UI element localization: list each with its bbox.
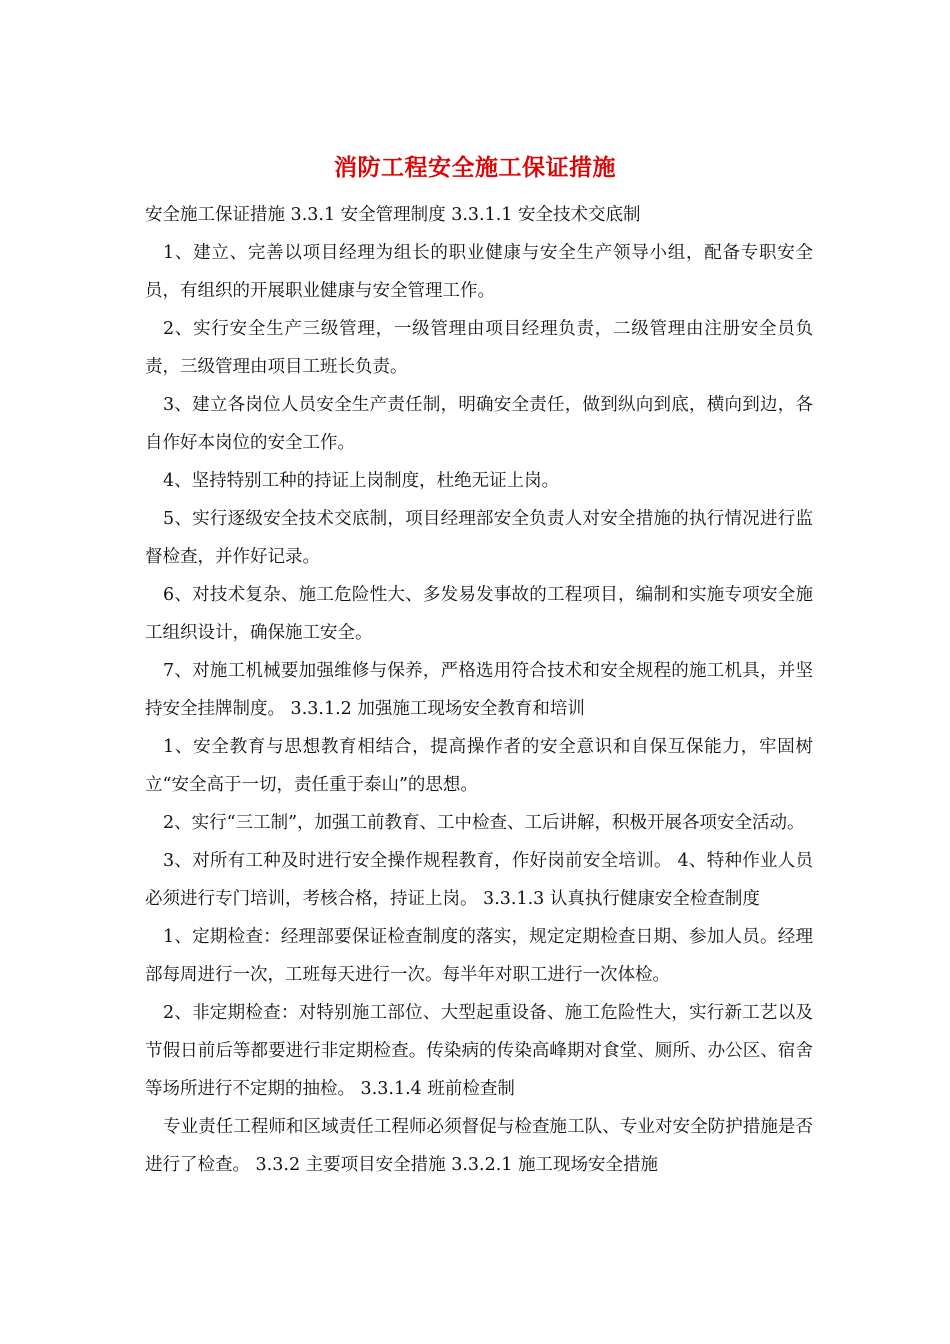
paragraph: 安全施工保证措施 3.3.1 安全管理制度 3.3.1.1 安全技术交底制 xyxy=(145,205,641,225)
paragraph: 1、定期检查：经理部要保证检查制度的落实，规定定期检查日期、参加人员。经理部每周进行一次，工班每天进行一次。每半年对职工进行一次体检。 xyxy=(145,927,813,985)
paragraph: 2、非定期检查：对特别施工部位、大型起重设备、施工危险性大，实行新工艺以及节假日前后等都要进行非定期检查。传染病的传染高峰期对食堂、厕所、办公区、宿舍等场所进行不定期的抽检。 3.3.1.4 班前检查制 xyxy=(145,1003,813,1099)
paragraph: 6、对技术复杂、施工危险性大、多发易发事故的工程项目，编制和实施专项安全施工组织设计，确保施工安全。 xyxy=(145,585,813,643)
paragraph: 7、对施工机械要加强维修与保养，严格选用符合技术和安全规程的施工机具，并坚持安全挂牌制度。 3.3.1.2 加强施工现场安全教育和培训 xyxy=(145,661,813,719)
paragraph: 5、实行逐级安全技术交底制，项目经理部安全负责人对安全措施的执行情况进行监督检查，并作好记录。 xyxy=(145,509,813,567)
document-title: 消防工程安全施工保证措施 xyxy=(334,154,616,181)
document-body xyxy=(145,196,813,1184)
paragraph: 1、建立、完善以项目经理为组长的职业健康与安全生产领导小组，配备专职安全员，有组织的开展职业健康与安全管理工作。 xyxy=(145,243,813,301)
paragraph: 1、安全教育与思想教育相结合，提高操作者的安全意识和自保互保能力，牢固树立“安全高于一切，责任重于泰山”的思想。 xyxy=(145,737,813,795)
paragraph: 2、实行安全生产三级管理，一级管理由项目经理负责，二级管理由注册安全员负责，三级管理由项目工班长负责。 xyxy=(145,319,813,377)
paragraph: 4、坚持特别工种的持证上岗制度，杜绝无证上岗。 xyxy=(163,471,560,491)
paragraph: 专业责任工程师和区域责任工程师必须督促与检查施工队、专业对安全防护措施是否进行了检查。 3.3.2 主要项目安全措施 3.3.2.1 施工现场安全措施 xyxy=(145,1117,813,1175)
paragraph: 2、实行“三工制”，加强工前教育、工中检查、工后讲解，积极开展各项安全活动。 xyxy=(163,813,805,833)
paragraph: 3、建立各岗位人员安全生产责任制，明确安全责任，做到纵向到底，横向到边，各自作好本岗位的安全工作。 xyxy=(145,395,813,453)
paragraph: 3、对所有工种及时进行安全操作规程教育，作好岗前安全培训。 4、特种作业人员必须进行专门培训，考核合格，持证上岗。 3.3.1.3 认真执行健康安全检查制度 xyxy=(145,851,814,909)
